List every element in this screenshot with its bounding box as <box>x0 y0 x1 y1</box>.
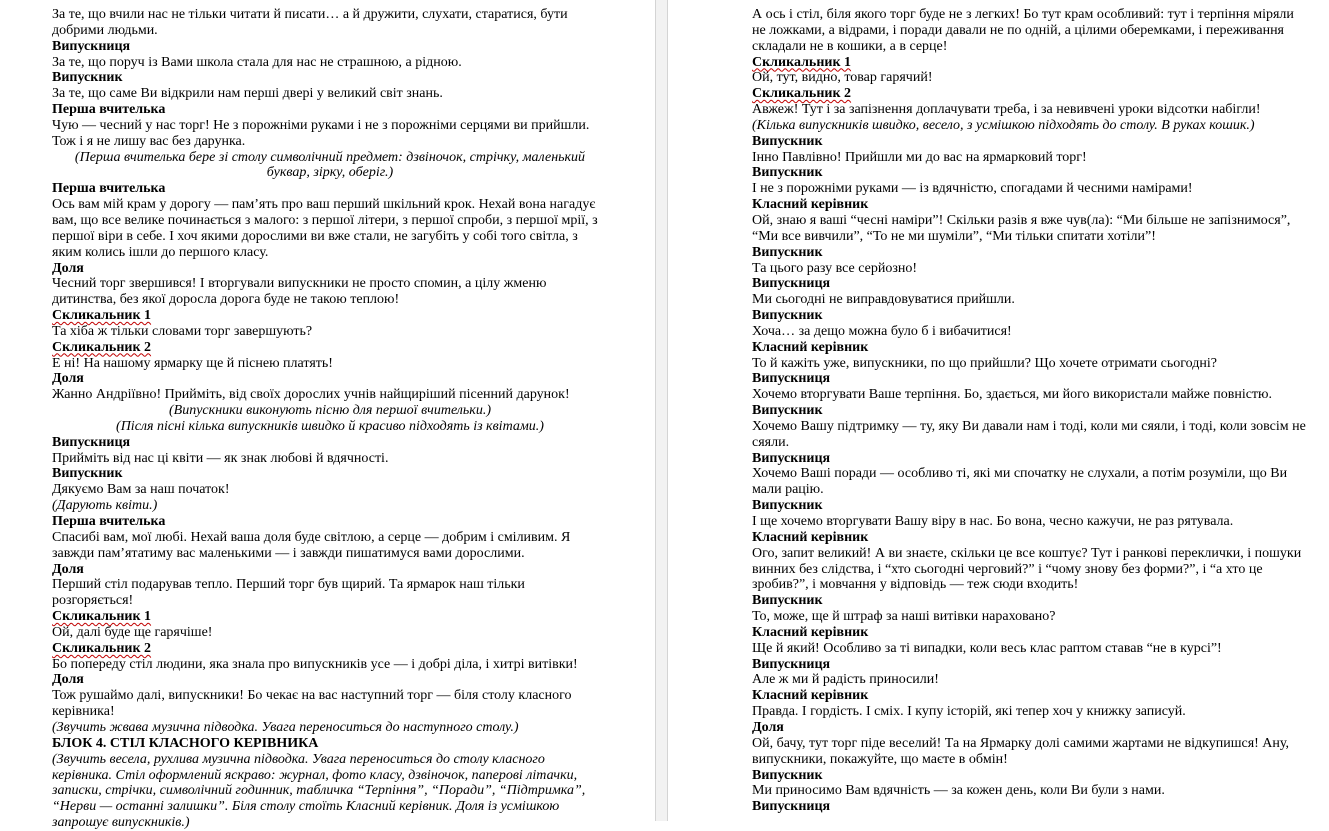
speaker-name: Скликальник 2 <box>52 640 152 656</box>
paragraph: То, може, ще й штраф за наші витівки нараховано? <box>752 609 1056 625</box>
page-right-text-column <box>752 7 1308 815</box>
speaker-name: Скликальник 1 <box>52 308 152 324</box>
speaker-name: Випускник <box>752 498 823 514</box>
paragraph: Тож рушаймо далі, випускники! Бо чекає на вас наступний торг — біля столу класного керівника! <box>52 688 572 720</box>
stage-direction: (Випускники виконують пісню для першої вчительки.) <box>169 403 491 419</box>
speaker-name: Випускниця <box>752 371 831 387</box>
paragraph: Ой, бачу, тут торг піде веселий! Та на Ярмарку долі самими жартами не відкупишся! Ану, випускники, покажуйте, що маєте в обмін! <box>752 735 1290 767</box>
paragraph: Е ні! На нашому ярмарку ще й піснею платять! <box>52 355 333 371</box>
page-left-text-column <box>52 7 608 831</box>
speaker-name: Випускниця <box>752 450 831 466</box>
paragraph: За те, що саме Ви відкрили нам перші двері у великий світ знань. <box>52 86 443 102</box>
speaker-name: Випускник <box>752 767 823 783</box>
speaker-name: Випускниця <box>752 276 831 292</box>
paragraph: А ось і стіл, біля якого торг буде не з легких! Бо тут крам особливий: тут і терпіння міряли не ложками, а відрами, і поради давали не по одній, а цілими оберемками, і переживання складали не в кошики, а в серце! <box>752 7 1294 54</box>
paragraph: Спасибі вам, мої любі. Нехай ваша доля буде світлою, а серце — добрим і сміливим. Я завжди пам’ятатиму вас маленькими — і завжди пишатимуся вами дорослими. <box>52 529 571 561</box>
speaker-name: Доля <box>52 371 84 387</box>
paragraph: Ой, далі буде ще гарячіше! <box>52 624 213 640</box>
paragraph: Чую — чесний у нас торг! Не з порожніми руками і не з порожніми серцями ви прийшли. Тож і я не лишу вас без дарунка. <box>52 117 590 149</box>
paragraph: Ого, запит великий! А ви знаєте, скільки це все коштує? Тут і ранкові переклички, і пошуки винних без слідства, і “хто сьогодні черговий?” і “чому знову без форми?”, і “а хто це зробив?”, і мовчання у відповідь — теж сюди входить! <box>752 545 1302 593</box>
speaker-name: Скликальник 1 <box>52 609 152 625</box>
paragraph: Перший стіл подарував тепло. Перший торг був щирий. Та ярмарок наш тільки розгоряється! <box>52 577 525 609</box>
speaker-name: Випускниця <box>52 434 131 450</box>
paragraph: Ось вам мій крам у дорогу — пам’ять про ваш перший шкільний крок. Нехай вона нагадує вам, що все велике починається з малого: з першої літери, з першої спроби, з першої мрії, з першої віри в себе. І хоч якими дорослими ви вже стали, не загубіть у собі того світла, з яким колись ішли до першого класу. <box>52 197 598 260</box>
paragraph: Бо попереду стіл людини, яка знала про випускників усе — і добрі діла, і хитрі витівки! <box>52 656 578 672</box>
speaker-name: Доля <box>52 260 84 276</box>
section-heading: БЛОК 4. СТІЛ КЛАСНОГО КЕРІВНИКА <box>52 735 319 751</box>
paragraph: Хочемо вторгувати Ваше терпіння. Бо, здається, ми його використали майже повністю. <box>752 387 1272 403</box>
speaker-name: Перша вчителька <box>52 181 166 197</box>
speaker-name: Випускник <box>752 133 823 149</box>
paragraph: Правда. І гордість. І сміх. І купу історій, які тепер хоч у книжку записуй. <box>752 704 1186 720</box>
paragraph: Інно Павлівно! Прийшли ми до вас на ярмарковий торг! <box>752 149 1087 165</box>
paragraph: Чесний торг звершився! І вторгували випускники не просто спомин, а цілу жменю дитинства, без якої доросла дорога буде не такою теплою! <box>52 276 547 308</box>
speaker-name: Доля <box>752 719 784 735</box>
speaker-name: Класний керівник <box>752 688 869 704</box>
paragraph: Ми сьогодні не виправдовуватися прийшли. <box>752 292 1015 308</box>
paragraph: Та цього разу все серйозно! <box>752 260 918 276</box>
speaker-name: Перша вчителька <box>52 102 166 118</box>
paragraph: Але ж ми й радість приносили! <box>752 672 939 688</box>
speaker-name: Класний керівник <box>752 624 869 640</box>
paragraph: Ми приносимо Вам вдячність — за кожен день, коли Ви були з нами. <box>752 783 1165 799</box>
paragraph: Хочемо Вашу підтримку — ту, яку Ви давали нам і тоді, коли ми сяяли, і тоді, коли зовсім не сяяли. <box>752 418 1306 450</box>
speaker-name: Класний керівник <box>752 529 869 545</box>
speaker-name: Доля <box>52 672 84 688</box>
paragraph: Ще й який! Особливо за ті випадки, коли весь клас раптом ставав “не в курсі”! <box>752 640 1222 656</box>
paragraph: Ой, знаю я ваші “чесні наміри”! Скільки разів я вже чув(ла): “Ми більше не запізнимося”, “Ми все вивчили”, “То не ми шуміли”, “Ми тільки спитати хотіли”! <box>752 212 1291 244</box>
speaker-name: Випускник <box>752 244 823 260</box>
speaker-name: Класний керівник <box>752 197 869 213</box>
paragraph: Прийміть від нас ці квіти — як знак любові й вдячності. <box>52 450 389 466</box>
speaker-name: Скликальник 2 <box>752 86 852 102</box>
paragraph: Жанно Андріївно! Прийміть, від своїх дорослих учнів найщиріший пісенний дарунок! <box>52 387 570 403</box>
paragraph: Хочемо Ваші поради — особливо ті, які ми спочатку не слухали, а потім розуміли, що Ви мали рацію. <box>752 466 1288 498</box>
speaker-name: Випускниця <box>752 799 831 815</box>
speaker-name: Перша вчителька <box>52 514 166 529</box>
speaker-name: Класний керівник <box>752 339 869 355</box>
paragraph: То й кажіть уже, випускники, по що прийшли? Що хочете отримати сьогодні? <box>752 355 1217 371</box>
speaker-name: Доля <box>52 561 84 577</box>
paragraph: Та хіба ж тільки словами торг завершують? <box>52 323 313 339</box>
speaker-name: Випускник <box>752 593 823 609</box>
paragraph: Ой, тут, видно, товар гарячий! <box>752 70 933 86</box>
paragraph: І ще хочемо вторгувати Вашу віру в нас. Бо вона, чесно кажучи, не раз рятувала. <box>752 514 1234 529</box>
stage-direction: (Кілька випускників швидко, весело, з усмішкою підходять до столу. В руках кошик.) <box>752 117 1255 133</box>
stage-direction: (Перша вчителька бере зі столу символічний предмет: дзвіночок, стрічку, маленький буквар, зірку, оберіг.) <box>74 149 586 181</box>
speaker-name: Випускник <box>52 466 123 482</box>
speaker-name: Випускник <box>52 70 123 86</box>
stage-direction: (Після пісні кілька випускників швидко й красиво підходять із квітами.) <box>116 418 544 434</box>
speaker-name: Випускник <box>752 165 823 181</box>
paragraph: Хоча… за дещо можна було б і вибачитися! <box>752 323 1012 339</box>
paragraph: За те, що вчили нас не тільки читати й писати… а й дружити, слухати, старатися, бути добрими людьми. <box>52 7 568 38</box>
speaker-name: Випускниця <box>52 38 131 54</box>
stage-direction: (Звучить весела, рухлива музична підводка. Увага переноситься до столу класного керівника. Стіл оформлений яскраво: журнал, фото класу, дзвіночок, паперові літачки, записки, стрічки, символічний годинник, табличка “Терпіння”, “Поради”, “Підтримка”, “Нерви — останні залишки”. Біля столу стоїть Класний керівник. Доля із усмішкою запрошує випускників.) <box>52 751 586 831</box>
paragraph: І не з порожніми руками — із вдячністю, спогадами й чесними намірами! <box>752 181 1193 197</box>
document-page-left <box>0 0 660 831</box>
speaker-name: Випускник <box>752 403 823 419</box>
paragraph: Дякуємо Вам за наш початок! <box>52 482 230 498</box>
speaker-name: Випускниця <box>752 656 831 672</box>
stage-direction: (Дарують квіти.) <box>52 498 158 514</box>
speaker-name: Скликальник 1 <box>752 54 852 70</box>
stage-direction: (Звучить жвава музична підводка. Увага переноситься до наступного столу.) <box>52 719 519 735</box>
speaker-name: Скликальник 2 <box>52 339 152 355</box>
page-gutter <box>655 0 668 821</box>
paragraph: За те, що поруч із Вами школа стала для нас не страшною, а рідною. <box>52 54 462 70</box>
document-page-right <box>668 0 1329 821</box>
speaker-name: Випускник <box>752 308 823 324</box>
paragraph: Авжеж! Тут і за запізнення доплачувати треба, і за невивчені уроки відсотки набігли! <box>752 102 1261 118</box>
